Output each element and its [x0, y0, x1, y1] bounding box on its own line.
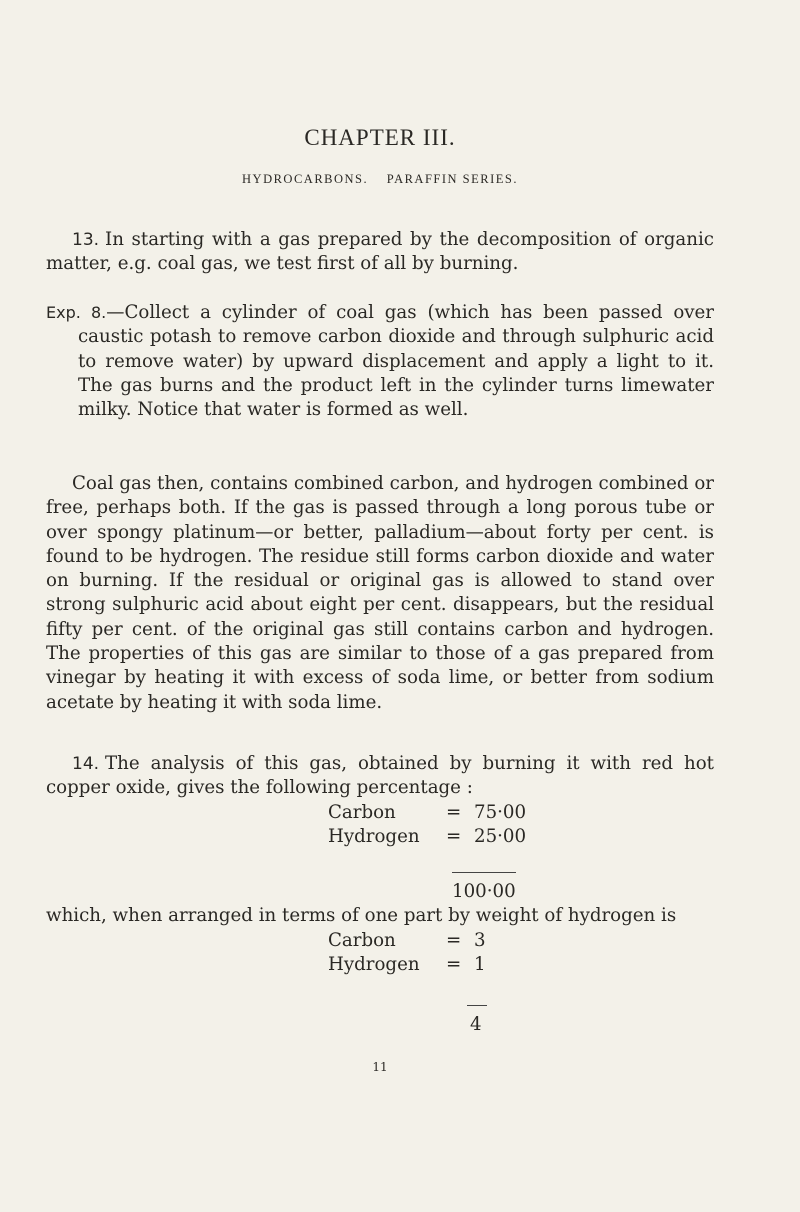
- table-row: [328, 825, 526, 849]
- equals-sign: =: [446, 930, 462, 951]
- sum-rule: [467, 1005, 487, 1006]
- table-row: [328, 953, 486, 977]
- series-title: PARAFFIN SERIES.: [386, 172, 518, 186]
- section-title: HYDROCARBONS.: [242, 172, 369, 186]
- chapter-title: CHAPTER III.: [304, 125, 456, 150]
- percentage-total: 100·00: [452, 881, 516, 902]
- page-mark: 11: [372, 1060, 388, 1074]
- paragraph-number: 13.: [72, 230, 100, 250]
- paragraph-text: Coal gas then, contains combined carbon, and hydrogen combined or free, perhaps both. If the gas is passed through a long porous tube or over spongy platinum—or better, palladium—about forty per cent. is found to be hydrogen. The residue still forms carbon dioxide and water on burning. If the residual or original gas is allowed to stand over strong sulphuric acid about eight per cent. disappears, but the residual fifty per cent. of the original gas still contains carbon and hydrogen. The properties of this gas are similar to those of a gas prepared from vinegar by heating it with excess of soda lime, or better from sodium acetate by heating it with soda lime.: [46, 473, 714, 713]
- experiment-8: [46, 301, 715, 422]
- paragraph-14: [46, 752, 714, 801]
- element-name: Hydrogen: [328, 954, 420, 976]
- element-value: 25·00: [474, 826, 527, 848]
- table-row: [328, 801, 526, 825]
- experiment-text: —Collect a cylinder of coal gas (which has been passed over caustic potash to remove carbon dioxide and through sulphuric acid to remove water) by upward displacement and apply a light to it. The gas burns and the product left in the cylinder turns limewater milky. Notice that water is formed as well.: [78, 302, 715, 421]
- paragraph-text: which, when arranged in terms of one part by weight of hydrogen is: [46, 905, 677, 926]
- element-value: 1: [474, 954, 486, 976]
- element-value: 75·00: [474, 802, 527, 823]
- element-name: Carbon: [328, 802, 396, 823]
- paragraph-text: In starting with a gas prepared by the decomposition of organic matter, e.g. coal gas, we test first of all by burning.: [46, 229, 714, 275]
- sum-rule: [452, 872, 516, 873]
- table-row: [328, 929, 486, 953]
- weight-intro-paragraph: [46, 904, 714, 928]
- weight-table: [328, 929, 486, 978]
- element-name: Carbon: [328, 930, 396, 951]
- weight-total: 4: [470, 1014, 482, 1035]
- equals-sign: =: [446, 802, 462, 823]
- equals-sign: =: [446, 826, 462, 848]
- experiment-label: Exp. 8.: [46, 303, 107, 322]
- paragraph-number: 14.: [72, 754, 100, 774]
- coal-gas-paragraph: [46, 472, 714, 715]
- element-value: 3: [474, 930, 486, 951]
- percentage-table: [328, 801, 526, 850]
- paragraph-text: The analysis of this gas, obtained by burning it with red hot copper oxide, gives the following percentage :: [46, 753, 714, 799]
- paragraph-13: [46, 228, 714, 277]
- section-subheading: [0, 172, 760, 187]
- element-name: Hydrogen: [328, 826, 420, 848]
- equals-sign: =: [446, 954, 462, 976]
